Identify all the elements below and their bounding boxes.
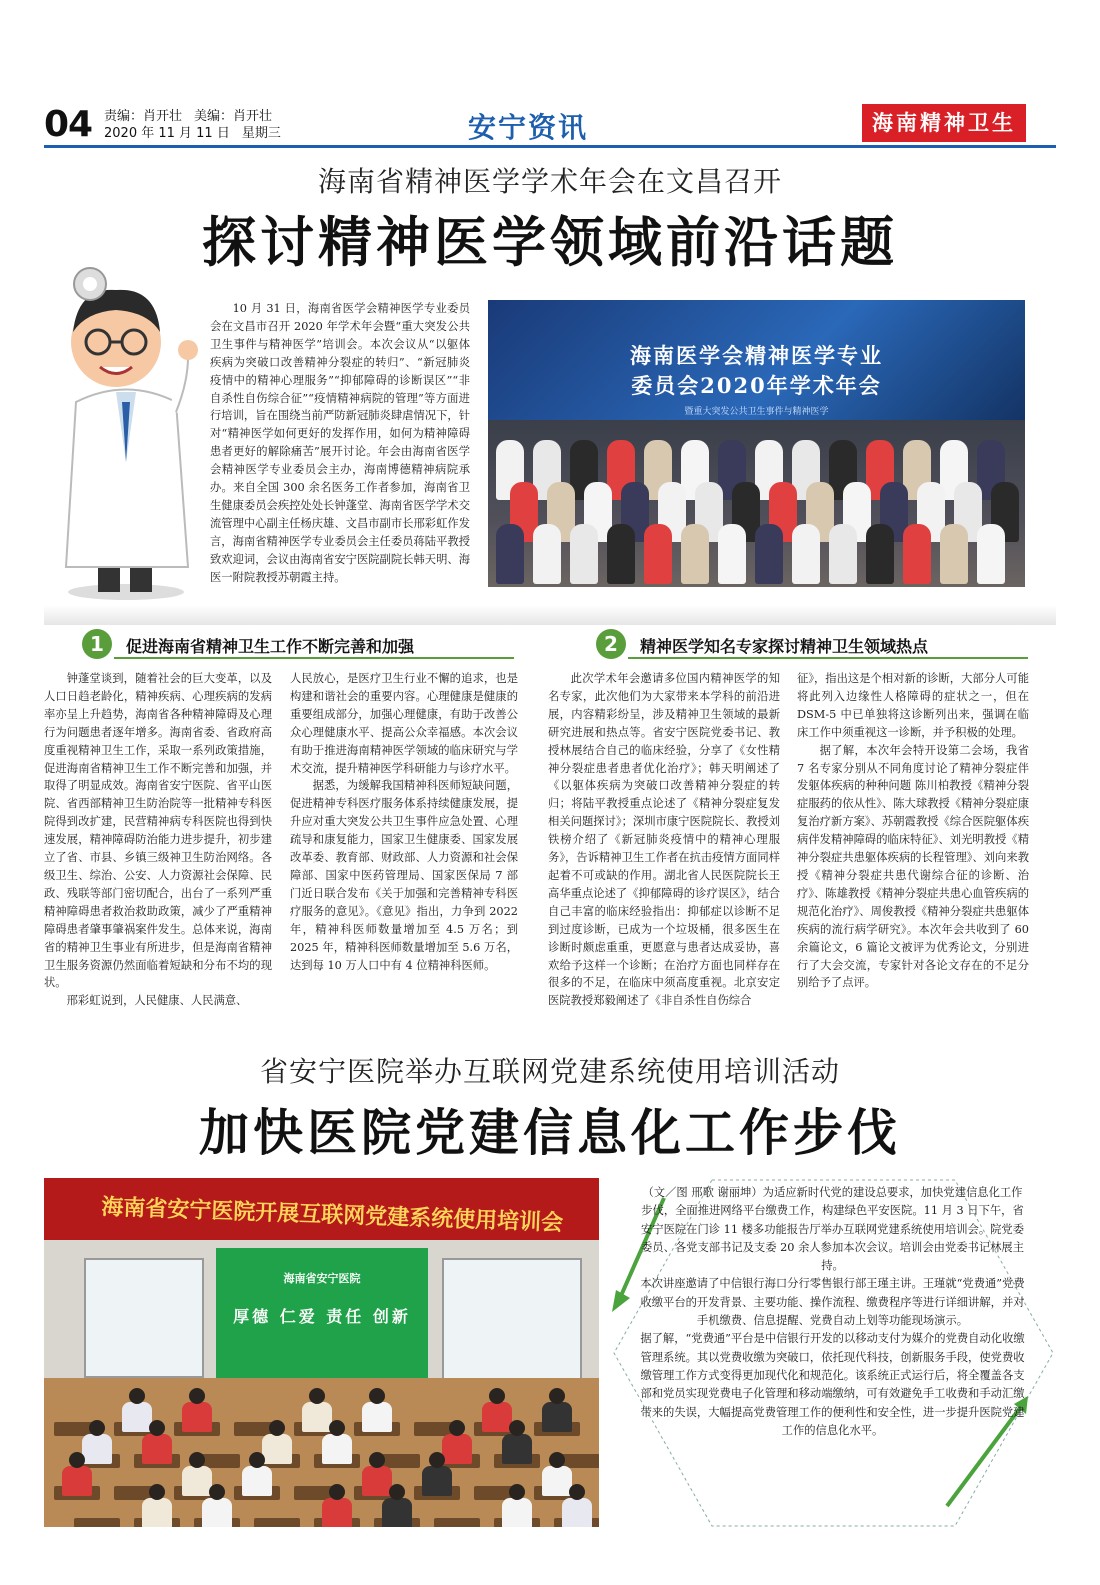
conference-group-photo [488,300,1025,587]
attendee-figure [533,524,561,584]
attendee-head [549,1388,565,1404]
seated-attendee [142,1434,172,1464]
seated-attendee [362,1466,392,1496]
backdrop-title-line1: 海南医学会精神医学专业 [630,343,883,368]
attendee-head [549,1452,565,1468]
attendee-head [149,1484,165,1500]
section-separator [44,605,1056,625]
body-paragraph: 此次学术年会邀请多位国内精神医学的知名专家，此次他们为大家带来本学科的前沿进展，内容精彩纷呈，涉及精神卫生领域的最新研究进展和热点等。省安宁医院党委书记、教授林展结合自己的临床经验，分享了《女性精神分裂症患者患者优化治疗》；韩天明阐述了《以躯体疾病为突破口改善精神分裂症的转归；将陆平教授重点论述了《精神分裂症复发相关问题探讨》；深圳市康宁医院院长、教授刘铁榜介绍了《新冠肺炎疫情中的精神心理服务》，告诉精神卫生工作者在抗击疫情方面同样起着不可或缺的作用。湖北省人民医院院长王高华重点论述了《抑郁障碍的诊疗误区》，结合自己丰富的临床经验指出：抑郁症以诊断不足到过度诊断，已成为一个垃圾桶，很多医生在诊断时颇虑重重，更愿意与患者达成妥协，喜欢给予这样一个诊断；在治疗方面也同样存在很多的不足，在临床中须高度重视。北京安定医院教授郑毅阐述了《非自杀性自伤综合 [548,672,780,1008]
seated-attendee [62,1466,92,1496]
attendee-head [509,1484,525,1500]
section-number-badge: 2 [596,629,626,659]
attendee-figure [496,524,524,584]
article1-headline: 探讨精神医学领域前沿话题 [202,211,898,274]
attendee-figure [644,524,672,584]
body-paragraph: 征》，指出这是个相对新的诊断，大部分人可能将此列入边缘性人格障碍的症状之一，但在 DSM-5 中已单独将这诊断列出来，强调在临床工作中须重视这一诊断，并予积极的处理。 [797,672,1029,739]
article1-subtitle: 海南省精神医学学术年会在文昌召开 [317,165,782,198]
body-paragraph: 邢彩虹说到，人民健康、人民满意、 [66,994,248,1008]
seated-attendee [202,1498,232,1527]
designer-credit: 美编：肖开壮 [194,109,273,124]
seated-attendee [382,1498,412,1527]
auditorium-chair [254,1518,300,1527]
left-projection-screen [84,1258,204,1378]
attendee-head [269,1420,285,1436]
seated-attendee [542,1466,572,1496]
attendee-head [569,1484,585,1500]
attendee-head [329,1484,345,1500]
attendee-head [129,1388,145,1404]
seated-attendee [182,1466,212,1496]
page-number: 04 [44,104,93,145]
attendee-head [329,1420,345,1436]
issue-date: 2020 年 11 月 11 日 [104,126,230,141]
seated-attendee [502,1498,532,1527]
attendee-head [489,1388,505,1404]
attendee-head [369,1452,385,1468]
seated-attendee [362,1402,392,1432]
training-session-photo [44,1178,599,1527]
attendee-figure [940,524,968,584]
editor-credit: 责编：肖开壮 [104,109,183,124]
body-column-3 [548,670,780,1010]
body-paragraph: 钟蓬堂谈到，随着社会的巨大变革，以及人口日趋老龄化，精神疾病、心理疾病的发病率亦呈上升趋势，海南省各种精神障碍及心理行为问题患者逐年增多。海南省委、省政府高度重视精神卫生工作，采取一系列政策措施，促进海南省精神卫生工作不断完善和加强，并取得了明显成效。海南省安宁医院、省平山医院、省西部精神卫生防治院等一批精神专科医院得到改扩建，民营精神病专科医院也得到快速发展，精神障碍防治能力进步提升，初步建立了省、市县、乡镇三级神卫生防治网络。各级卫生、综治、公安、人力资源社会保障、民政、残联等部门密切配合，出台了一系列严重精神障碍患者救治救助政策，减少了严重精神障碍患者肇事肇祸案件发生。总体来说，海南省的精神卫生事业有所进步，但是海南省精神卫生服务资源仍然面临着短缺和分布不均的现状。 [44,672,272,990]
article2-body [640,1184,1025,1440]
seated-attendee [122,1402,152,1432]
seated-attendee [82,1434,112,1464]
body-paragraph: （文／图 邢歌 谢丽坤）为适应新时代党的建设总要求，加快党建信息化工作步伐，全面推进网络平台缴费工作，构建绿色平安医院。11 月 3 日下午，省安宁医院在门诊 11 楼多功能报告厅举办互联网党建系统使用培训会。院党委委员、各党支部书记及支委 20 余人参加本次会议。培训会由党委书记林展主持。 [640,1186,1025,1273]
seated-attendee [562,1498,592,1527]
attendee-head [249,1452,265,1468]
attendee-figure [607,524,635,584]
article2-headline: 加快医院党建信息化工作步伐 [199,1104,901,1162]
issue-weekday: 星期三 [241,126,281,141]
body-column-2 [290,670,518,974]
body-column-4 [797,670,1029,992]
seated-attendee [322,1434,352,1464]
hospital-logo-text: 海南省安宁医院 [283,1272,361,1285]
section-number-badge: 1 [82,629,112,659]
attendee-figure [792,524,820,584]
attendee-figure [903,524,931,584]
attendee-figure [977,524,1005,584]
backdrop-title-line2: 委员会2020年学术年会 [631,373,882,398]
backdrop-subtitle: 暨重大突发公共卫生事件与精神医学 [684,407,829,417]
section2-underline [628,657,1028,659]
seated-attendee [142,1498,172,1527]
section1-heading: 促进海南省精神卫生工作不断完善和加强 [126,637,415,656]
group-of-attendees [488,420,1025,587]
seated-attendee [502,1434,532,1464]
attendee-head [509,1420,525,1436]
section2-heading: 精神医学知名专家探讨精神卫生领域热点 [640,637,929,656]
attendee-head [209,1484,225,1500]
audience-seating [44,1378,599,1527]
attendee-figure [755,524,783,584]
seated-attendee [302,1402,332,1432]
lead-text: 10 月 31 日，海南省医学会精神医学专业委员会在文昌市召开 2020 年学术年会暨“重大突发公共卫生事件与精神医学”培训会。本次会议从“以躯体疾病为突破口改善精神分裂症的转归”、“新冠肺炎疫情中的精神心理服务”“抑郁障碍的诊断误区”“非自杀性自伤综合征”“疫情精神病院的管理”等方面进行培训，旨在围绕当前严防新冠肺炎肆虐情况下，针对“精神医学如何更好的发挥作用，如何为精神障碍患者更好的解除痛苦”展开讨论。年会由海南省医学会精神医学专业委员会主办，海南博德精神病院承办。来自全国 300 余名医务工作者参加，海南省卫生健康委员会疾控处处长钟蓬堂、海南省医学学术交流管理中心副主任杨庆雄、文昌市副市长邢彩虹作发言，海南省精神医学专业委员会主任委员蒋陆平教授致欢迎词，会议由海南省安宁医院副院长韩天明、海医一附院教授苏朝霞主持。 [210,302,470,584]
article2-subtitle: 省安宁医院举办互联网党建系统使用培训活动 [259,1055,840,1088]
seated-attendee [182,1402,212,1432]
article1-lead-paragraph [210,300,470,587]
section-title: 安宁资讯 [468,111,589,144]
newspaper-brand: 海南精神卫生 [862,104,1026,142]
body-paragraph: 人民放心，是医疗卫生行业不懈的追求，也是构建和谐社会的重要内容。心理健康是健康的重要组成部分，加强心理健康，有助于改善公众心理健康水平、提高公众幸福感。本次会议有助于推进海南精神医学领域的临床研究与学术交流，提升精神医学科研能力与诊疗水平。 [290,672,518,775]
attendee-head [189,1452,205,1468]
masthead-meta [104,108,293,142]
auditorium-chair [434,1518,480,1527]
seated-attendee [482,1402,512,1432]
seated-attendee [322,1498,352,1527]
attendee-head [429,1452,445,1468]
attendee-figure [866,524,894,584]
body-column-1 [44,670,272,1010]
attendee-head [149,1420,165,1436]
attendee-figure [718,524,746,584]
header-rule [44,145,1056,148]
seated-attendee [422,1466,452,1496]
body-paragraph: 本次讲座邀请了中信银行海口分行零售银行部王瑾主讲。王瑾就“党费通”党费收缴平台的开发背景、主要功能、操作流程、缴费程序等进行详细讲解，并对手机缴费、信息提醒、党费自动上划等功能现场演示。 [640,1277,1025,1328]
attendee-head [309,1388,325,1404]
seated-attendee [242,1466,272,1496]
attendee-head [189,1388,205,1404]
attendee-figure [681,524,709,584]
auditorium-chair [74,1518,120,1527]
seated-attendee [542,1402,572,1432]
body-paragraph: 据了解，本次年会特开设第二会场，我省 7 名专家分别从不同角度讨论了精神分裂症伴发躯体疾病的种种问题 陈川柏教授《精神分裂症服药的依从性》、陈大球教授《精神分裂症康复治疗新方案》、苏朝霞教授《综合医院躯体疾病伴发精神障碍的临床特征》、刘光明教授《精神分裂症共患躯体疾病的长程管理》、刘向来教授《精神分裂症共患代谢综合征的诊断、治疗》、陈雄教授《精神分裂症共患心血管疾病的规范化治疗》、周俊教授《精神分裂症共患躯体疾病的流行病学研究》。本次年会共收到了 60 余篇论文，6 篇论文被评为优秀论文，分别进行了大会交流，专家针对各论文存在的不足分别给予了点评。 [797,743,1029,990]
seated-attendee [442,1434,472,1464]
section1-underline [114,657,514,659]
banner-text: 海南省安宁医院开展互联网党建系统使用培训会 [100,1193,564,1237]
attendee-figure [829,524,857,584]
attendee-head [389,1484,405,1500]
doctor-cartoon-illustration [38,262,198,607]
attendee-head [369,1388,385,1404]
attendee-figure [570,524,598,584]
right-projection-screen [442,1258,582,1380]
center-led-screen [216,1248,428,1378]
attendee-head [89,1420,105,1436]
attendee-head [69,1452,85,1468]
seated-attendee [262,1434,292,1464]
hospital-motto: 厚德 仁爱 责任 创新 [233,1307,411,1326]
body-paragraph: 据悉，为缓解我国精神科医师短缺问题，促进精神专科医疗服务体系持续健康发展，提升应对重大突发公共卫生事件应急处置、心理疏导和康复能力，国家卫生健康委、国家发展改革委、教育部、财政部、人力资源和社会保障部、国家中医药管理局、国家医保局 7 部门近日联合发布《关于加强和完善精神专科医疗服务的意见》。《意见》指出，力争到 2022 年，精神科医师数量增加至 4.5 万名；到 2025 年，精神科医师数量增加至 5.6 万名，达到每 10 万人口中有 4 位精神科医师。 [290,779,518,972]
attendee-head [449,1420,465,1436]
body-paragraph: 据了解，“党费通”平台是中信银行开发的以移动支付为媒介的党费自动化收缴管理系统。其以党费收缴为突破口，依托现代科技，创新服务手段，使党费收缴管理工作方式变得更加现代化和规范化。该系统正式运行后，将全覆盖各支部和党员实现党费电子化管理和移动端缴纳，可有效避免手工收费和手动汇缴带来的失误，大幅提高党费管理工作的便利性和安全性，进一步提升医院党建工作的信息化水平。 [640,1332,1025,1437]
